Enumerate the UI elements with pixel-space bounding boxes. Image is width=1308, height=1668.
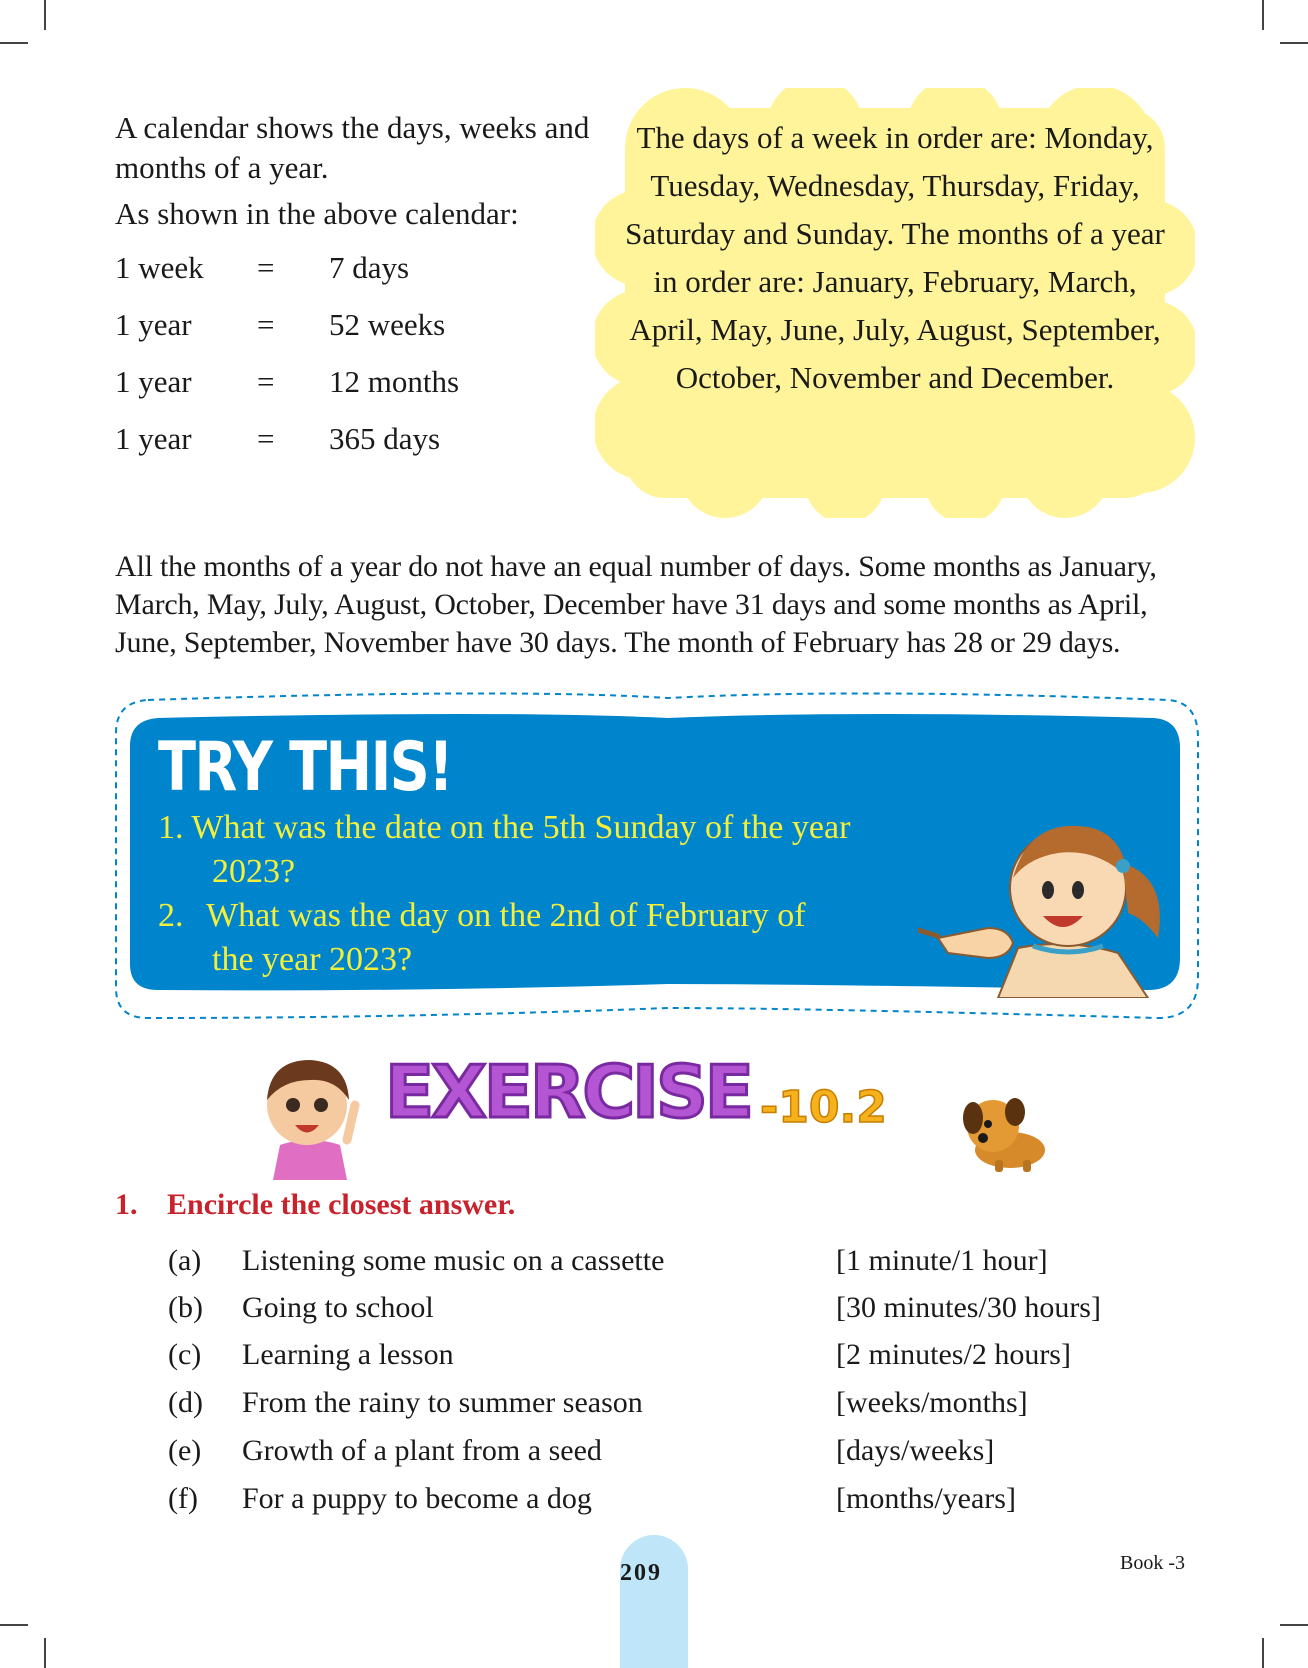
eq-sign: = (257, 250, 275, 285)
item-label: (c) (168, 1338, 202, 1371)
crop-mark (0, 1624, 28, 1626)
item-options: [weeks/months] (836, 1386, 1028, 1419)
eq-right: 52 weeks (329, 307, 446, 342)
exercise-item (168, 1244, 665, 1278)
try-this-title: TRY THIS! (158, 728, 452, 807)
baby-girl-illustration (255, 1050, 365, 1180)
item-text: Going to school (242, 1291, 434, 1324)
question-text: What was the day on the 2nd of February of (206, 897, 806, 934)
cloud-note: The days of a week in order are: Monday, Tuesday, Wednesday, Thursday, Friday, Saturday and Sunday. The months of a year in order are: January, February, March, April, May, June, July, August, September, October, November and December. (625, 120, 1165, 395)
item-label: (d) (168, 1386, 203, 1419)
exercise-number: -10.2 (760, 1082, 887, 1133)
item-options: [days/weeks] (836, 1434, 995, 1467)
eq-sign: = (257, 364, 275, 399)
question-heading (115, 1188, 515, 1222)
crop-mark (44, 1638, 46, 1668)
months-paragraph: All the months of a year do not have an equal number of days. Some months as January, March, May, July, August, October, December have 31 days and some months as April, June, September, November have 30 days. The month of February has 28 or 29 days. (115, 550, 1157, 659)
item-label: (f) (168, 1482, 198, 1515)
crop-mark (44, 0, 46, 30)
eq-sign: = (257, 421, 275, 456)
page-tab (620, 1535, 688, 1668)
try-question: 2023? (212, 853, 296, 890)
intro-line: As shown in the above calendar: (115, 196, 519, 231)
eq-right: 7 days (329, 250, 410, 285)
crop-mark (1280, 1624, 1308, 1626)
question-number: 1. (115, 1188, 138, 1221)
item-text: Listening some music on a cassette (242, 1244, 665, 1277)
item-text: Learning a lesson (242, 1338, 454, 1371)
question-number: 1. (158, 809, 184, 846)
exercise-item (168, 1386, 643, 1420)
crop-mark (1262, 0, 1264, 30)
item-options: [months/years] (836, 1482, 1016, 1515)
exercise-title: EXERCISE (385, 1050, 751, 1134)
item-label: (a) (168, 1244, 202, 1277)
try-question (158, 894, 806, 938)
item-text: For a puppy to become a dog (242, 1482, 592, 1515)
item-options: [2 minutes/2 hours] (836, 1338, 1071, 1371)
item-text: Growth of a plant from a seed (242, 1434, 602, 1467)
exercise-item (168, 1434, 602, 1468)
item-options: [1 minute/1 hour] (836, 1244, 1048, 1277)
eq-left: 1 year (115, 364, 192, 399)
question-text: Encircle the closest answer. (167, 1188, 516, 1221)
girl-pointing-illustration (918, 818, 1188, 998)
eq-left: 1 year (115, 421, 192, 456)
eq-left: 1 week (115, 250, 204, 285)
exercise-item (168, 1338, 454, 1372)
item-options: [30 minutes/30 hours] (836, 1291, 1101, 1324)
crop-mark (1280, 42, 1308, 44)
question-text: What was the date on the 5th Sunday of the year (191, 809, 851, 846)
eq-right: 12 months (329, 364, 460, 399)
item-label: (e) (168, 1434, 202, 1467)
exercise-item (168, 1291, 434, 1325)
try-question: the year 2023? (212, 941, 413, 978)
intro-line: A calendar shows the days, weeks and months of a year. (115, 110, 590, 185)
book-label: Book -3 (1120, 1552, 1185, 1574)
eq-right: 365 days (329, 421, 441, 456)
eq-left: 1 year (115, 307, 192, 342)
exercise-item (168, 1482, 592, 1516)
crop-mark (1262, 1638, 1264, 1668)
puppy-illustration (955, 1088, 1055, 1173)
crop-mark (0, 42, 28, 44)
try-question (158, 806, 850, 850)
question-number: 2. (158, 897, 184, 934)
page-number: 209 (620, 1560, 662, 1586)
item-label: (b) (168, 1291, 203, 1324)
intro-text (115, 108, 615, 234)
eq-sign: = (257, 307, 275, 342)
item-text: From the rainy to summer season (242, 1386, 643, 1419)
